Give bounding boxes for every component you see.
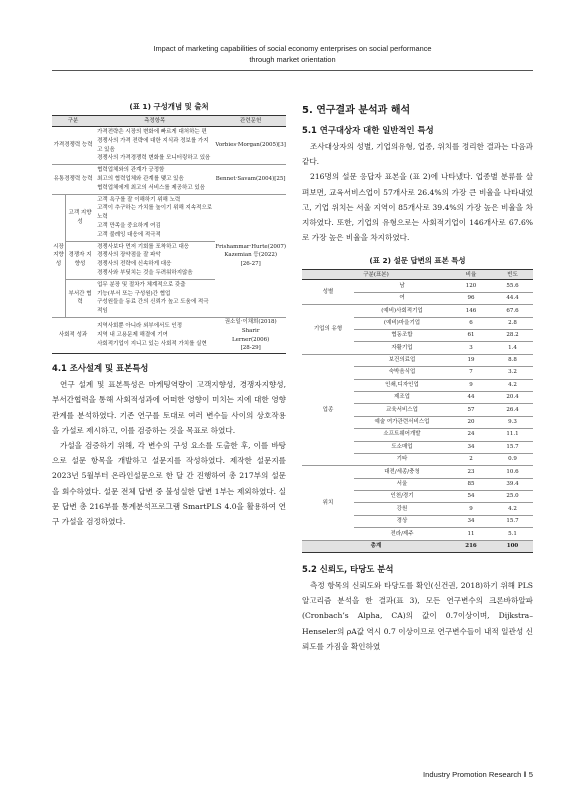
table2-total-count: 216 — [450, 540, 492, 552]
table2-group-label: 위치 — [302, 466, 354, 540]
table2-total-label: 총계 — [302, 540, 450, 552]
table1-caption: (표 1) 구성개념 및 출처 — [129, 102, 209, 111]
table1-header-cell: 관련문헌 — [215, 116, 286, 127]
table2-percent-cell: 67.6 — [492, 305, 533, 317]
table2-count-cell: 54 — [450, 491, 492, 503]
table2-percent-cell: 44.4 — [492, 292, 533, 304]
section-4-1-paragraph-2: 가설을 검증하기 위해, 각 변수의 구성 요소를 도출한 후, 이를 바탕으로 설문 항목을 개발하고 설문지를 작성하였다. 제작한 설문지를 2023년 5월부터 온라인설문으로 한 달 간 진행하여 총 217부의 설문을 회수하였다. 설문 전체 답변 중 불성실한 답변 1부는 제외하였다. 실문 답변 총 216부를 통계분석프로그램 SmartPLS 4.0을 활용하여 연구 가설을 검정하였다. — [52, 440, 286, 526]
table2-count-cell: 44 — [450, 391, 492, 403]
table2-item-cell: 소프트웨어개발 — [354, 429, 450, 441]
table2-item-cell: 협동조합 — [354, 329, 450, 341]
table1-items-cell: 지역사회뿐 아니라 외부에서도 인정 지역 내 고용문제 해결에 기여 사회적기업이 지니고 있는 사회적 가치를 실현 — [94, 317, 215, 353]
table2-count-cell: 96 — [450, 292, 492, 304]
table2-percent-cell: 4.2 — [492, 379, 533, 391]
table1-category-label: 사회적 성과 — [52, 317, 94, 353]
table2-count-cell: 146 — [450, 305, 492, 317]
table2-body — [302, 280, 533, 553]
table2-item-cell: 기타 — [354, 453, 450, 465]
left-column — [52, 101, 286, 529]
table2-percent-cell: 55.6 — [492, 280, 533, 292]
section-5-1-title: 5.1 연구대상자 대한 일반적인 특성 — [302, 125, 434, 135]
table1-subcategory-label: 부서간 협력 — [66, 279, 95, 317]
table2-percent-cell: 8.8 — [492, 354, 533, 366]
table2 — [302, 269, 533, 553]
table2-count-cell: 9 — [450, 379, 492, 391]
section-5-1-paragraph-1: 조사대상자의 성별, 기업의유형, 업종, 위치를 정리한 결과는 다음과 같다. — [302, 142, 533, 167]
table2-percent-cell: 2.8 — [492, 317, 533, 329]
table2-percent-cell: 26.4 — [492, 404, 533, 416]
running-header — [0, 44, 585, 65]
page-footer — [423, 770, 533, 779]
table2-count-cell: 57 — [450, 404, 492, 416]
table1-row — [52, 194, 286, 241]
header-line-1: Impact of marketing capabilities of social economy enterprises on social performance — [153, 44, 432, 53]
table2-percent-cell: 0.9 — [492, 453, 533, 465]
header-rule — [52, 70, 533, 71]
table2-percent-cell: 9.3 — [492, 416, 533, 428]
table2-percent-cell: 25.0 — [492, 491, 533, 503]
section-5-2-title: 5.2 신뢰도, 타당도 분석 — [302, 564, 394, 575]
table2-percent-cell: 20.4 — [492, 391, 533, 403]
table2-row — [302, 305, 533, 317]
table2-item-cell: (예비)마을기업 — [354, 317, 450, 329]
table1-row — [52, 165, 286, 194]
table2-item-cell: 예술 여가관련서비스업 — [354, 416, 450, 428]
table2-count-cell: 19 — [450, 354, 492, 366]
section-5-title: 5. 연구결과 분석과 해석 — [302, 105, 411, 116]
table2-count-cell: 23 — [450, 466, 492, 478]
table1-category-label: 유통경쟁력 능력 — [52, 165, 94, 194]
table2-count-cell: 20 — [450, 416, 492, 428]
table2-count-cell: 7 — [450, 367, 492, 379]
journal-name: Industry Promotion Research — [423, 770, 522, 779]
section-5-1-paragraph-2: 216명의 설문 응답자 표본을 (표 2)에 나타냈다. 업종별 분류를 살펴보면, 교육서비스업이 57개사로 26.4%의 가장 큰 비율을 나타내었고, 기업 위치는 서울 지역이 85개사로 39.4%의 가장 높은 비율을 차지하였다. 또한, 기업의 유형으로는 사회적기업이 146개사로 67.6%로 가장 높은 비율을 차지하였다. — [302, 172, 533, 243]
table1-items-cell: 가격전략은 시장의 변화에 빠르게 대처하는 편 경쟁사의 가격 전략에 대한 지식과 정보를 가지고 있음 경쟁사의 가격경쟁력 변화를 모니터링하고 있음 — [94, 127, 215, 165]
table1 — [52, 115, 286, 354]
table1-refs-cell: Vorbies·Morgan(2005)[3] — [215, 127, 286, 165]
table2-percent-cell: 4.2 — [492, 503, 533, 515]
table2-item-cell: 자활기업 — [354, 342, 450, 354]
table1-subcategory-label: 경쟁자 지향성 — [66, 241, 95, 279]
table2-group-label: 성별 — [302, 280, 354, 305]
header-line-2: through market orientation — [249, 54, 336, 64]
table1-items-cell: 고객 욕구를 잘 이해하기 위해 노력 고객이 추구하는 가치를 높이기 위해 지속적으로 노력 고객 만족을 중요하게 여김 고객 불례잉 대응에 적극적 — [94, 194, 215, 241]
table2-percent-cell: 15.7 — [492, 515, 533, 527]
table2-total-row — [302, 540, 533, 552]
table2-row — [302, 354, 533, 366]
table2-group-label: 기업의 유형 — [302, 305, 354, 355]
table1-body — [52, 127, 286, 354]
table2-item-cell: 서울 — [354, 478, 450, 490]
table1-items-cell: 협력업체와의 관계가 긍정함 최고의 협력업체와 관계를 맺고 있음 협력업체에게 최고의 서비스를 제공하고 있음 — [94, 165, 215, 194]
table2-count-cell: 9 — [450, 503, 492, 515]
table1-group-label: 시장지향성 — [52, 194, 66, 317]
right-column — [302, 101, 533, 654]
table2-item-cell: 대전/세종/충청 — [354, 466, 450, 478]
table2-count-cell: 11 — [450, 528, 492, 540]
table2-header-row — [302, 270, 533, 280]
table2-count-cell: 34 — [450, 441, 492, 453]
table2-caption: (표 2) 설문 답변의 표본 특성 — [369, 256, 466, 266]
table1-group-refs: Frishammar·Hurte(2007) Kazemian 등(2022) [26-27] — [215, 194, 286, 317]
table2-item-cell: 여 — [354, 292, 450, 304]
table1-row — [52, 127, 286, 165]
table2-group-label: 업종 — [302, 354, 354, 466]
table2-count-cell: 3 — [450, 342, 492, 354]
table1-items-cell: 경쟁사보다 먼저 기회를 포착하고 대응 경쟁사의 장약점을 잘 파악 경쟁사의 전략에 신속하게 대응 경쟁사와 부딪치는 것을 두려워하지않음 — [94, 241, 215, 279]
section-4-1-title: 4.1 조사설계 및 표본특성 — [52, 363, 149, 374]
table2-total-percent: 100 — [492, 540, 533, 552]
table2-header-cell: 빈도 — [492, 270, 533, 280]
table1-refs-cell: 권소일·이채희(2018) Sharir Lerner(2006) [28-29] — [215, 317, 286, 353]
table2-percent-cell: 1.4 — [492, 342, 533, 354]
table2-count-cell: 2 — [450, 453, 492, 465]
table2-item-cell: 제조업 — [354, 391, 450, 403]
table2-header-cell: 비율 — [450, 270, 492, 280]
table2-count-cell: 6 — [450, 317, 492, 329]
table2-item-cell: 교육서비스업 — [354, 404, 450, 416]
table2-percent-cell: 11.1 — [492, 429, 533, 441]
table2-count-cell: 85 — [450, 478, 492, 490]
table1-items-cell: 업무 분장 및 절차가 체계적으로 갖춤 기능(부서 또는 구성원)간 협업 구성원들을 동료 간의 신뢰가 높고 도움에 적극적임 — [94, 279, 215, 317]
section-4-1-paragraph-1: 연구 설계 및 표본특성은 마케팅역량이 고객지향성, 경쟁자지향성, 부서간협력을 통해 사회적성과에 어떠한 영향이 미치는 지에 대한 영향 관계를 분석하였다. 기존 연구를 토대로 여러 변수들 사이의 상호작용을 가설로 제시하고, 이를 검증하는 것을 목표로 하였다. — [52, 380, 286, 435]
table2-item-cell: 인천/경기 — [354, 491, 450, 503]
table2-percent-cell: 28.2 — [492, 329, 533, 341]
table1-refs-cell: Bennet·Savam(2004)[25] — [215, 165, 286, 194]
table2-header-cell: 구분(표본) — [302, 270, 450, 280]
table2-row — [302, 466, 533, 478]
page-number: 5 — [528, 770, 533, 779]
table1-row — [52, 317, 286, 353]
table2-item-cell: 도소매업 — [354, 441, 450, 453]
table2-percent-cell: 15.7 — [492, 441, 533, 453]
table2-percent-cell: 5.1 — [492, 528, 533, 540]
table1-subcategory-label: 고객 지향성 — [66, 194, 95, 241]
table2-item-cell: 보건의료업 — [354, 354, 450, 366]
table1-header-cell: 측정항목 — [94, 116, 215, 127]
table2-count-cell: 34 — [450, 515, 492, 527]
table2-item-cell: 전라/제주 — [354, 528, 450, 540]
table1-header-row — [52, 116, 286, 127]
table1-header-cell: 구분 — [52, 116, 94, 127]
footer-separator: ‖ — [523, 770, 529, 779]
table2-item-cell: 숙박음식업 — [354, 367, 450, 379]
table2-row — [302, 280, 533, 292]
table2-count-cell: 24 — [450, 429, 492, 441]
table2-item-cell: 인쇄,디자인업 — [354, 379, 450, 391]
table2-count-cell: 120 — [450, 280, 492, 292]
table2-item-cell: 남 — [354, 280, 450, 292]
table2-item-cell: 강원 — [354, 503, 450, 515]
table2-percent-cell: 10.6 — [492, 466, 533, 478]
table2-item-cell: (예비)사회적기업 — [354, 305, 450, 317]
table2-percent-cell: 3.2 — [492, 367, 533, 379]
table2-item-cell: 경상 — [354, 515, 450, 527]
table2-count-cell: 61 — [450, 329, 492, 341]
table1-category-label: 가격경쟁력 능력 — [52, 127, 94, 165]
table2-percent-cell: 39.4 — [492, 478, 533, 490]
section-5-2-paragraph: 측정 항목의 신뢰도와 타당도를 확인(신건권, 2018)하기 위해 PLS알고리즘 분석을 한 결과(표 3), 모든 연구변수의 크론바하알파(Cronbach’s Alpha, CA)의 값이 0.7이상이며, Dijkstra–Henseler의 ρA값 역시 0.7 이상이므로 연구변수들이 내적 일관성 신뢰도를 가짐을 확인하였 — [302, 581, 533, 651]
